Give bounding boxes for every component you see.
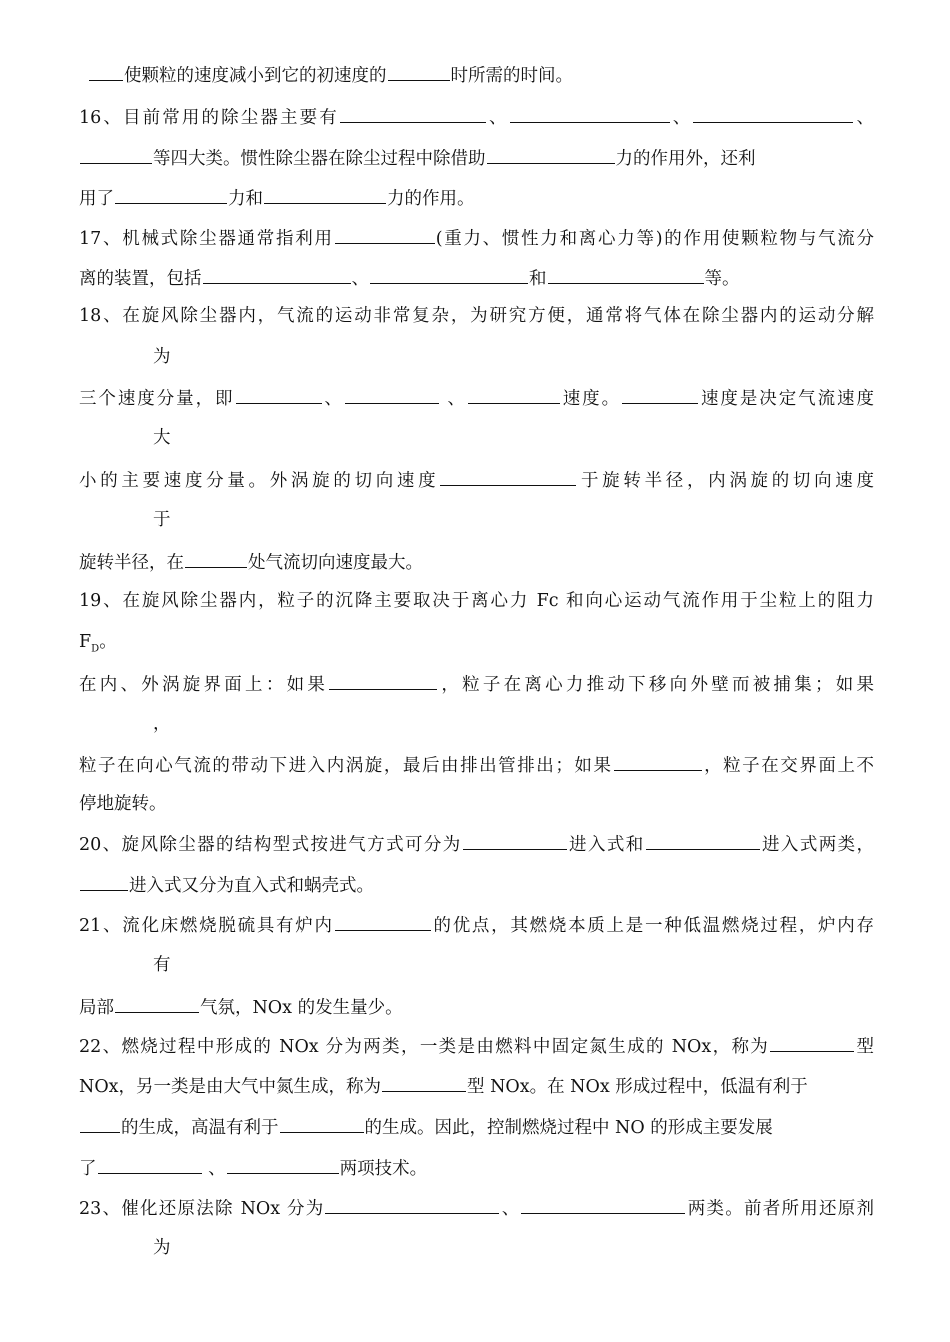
question-23-line-1: 23、催化还原法除 NOx 分为 、 两类。前者所用还原剂 [79, 1194, 874, 1220]
wrap-char: 为 [153, 1238, 171, 1258]
question-18-line-4: 旋转半径，在 处气流切向速度最大。 [79, 548, 874, 574]
question-19-line-4: 停地旋转。 [79, 794, 167, 814]
question-18-line-1: 18、在旋风除尘器内，气流的运动非常复杂，为研究方便，通常将气体在除尘器内的运动分解 [79, 306, 874, 326]
question-16-line-2: 等四大类。惯性除尘器在除尘过程中除借助 力的作用外，还利 [79, 144, 874, 170]
blank [203, 264, 351, 284]
question-22-line-4: 了 、 两项技术。 [79, 1154, 874, 1180]
question-18-line-2: 三个速度分量，即 、 、 速度。 速度是决定气流速度 [79, 384, 874, 410]
blank [548, 264, 704, 284]
wrap-char: 为 [153, 347, 171, 367]
blank [98, 1154, 202, 1174]
blank [614, 751, 702, 771]
force-symbol: $F_D$。 [79, 632, 117, 655]
blank [325, 1194, 499, 1214]
wrap-char: 于 [153, 510, 171, 530]
blank [521, 1194, 685, 1214]
question-22-line-1: 22、燃烧过程中形成的 NOx 分为两类，一类是由燃料中固定氮生成的 NOx，称为 型 [79, 1032, 874, 1058]
blank [463, 830, 567, 850]
question-20-line-1: 20、旋风除尘器的结构型式按进气方式可分为 进入式和 进入式两类， [79, 830, 874, 856]
question-20-line-2: 进入式又分为直入式和蜗壳式。 [79, 871, 874, 897]
blank [335, 224, 435, 244]
question-16-line-1: 16、目前常用的除尘器主要有 、 、 、 [79, 103, 874, 129]
blank [646, 830, 760, 850]
blank [115, 184, 227, 204]
question-18-line-3: 小的主要速度分量。外涡旋的切向速度 于旋转半径，内涡旋的切向速度 [79, 466, 874, 492]
wrap-char: 有 [153, 955, 171, 975]
question-22-line-2: NOx，另一类是由大气中氮生成，称为 型 NOx。在 NOx 形成过程中，低温有利于 [79, 1072, 874, 1098]
blank [468, 384, 560, 404]
text-line: 使颗粒的速度减小到它的初速度的 时所需的时间。 [88, 61, 883, 87]
blank [80, 871, 128, 891]
blank [185, 548, 247, 568]
blank [335, 911, 431, 931]
wrap-char: ， [153, 714, 171, 734]
question-17-line-2: 离的装置，包括 、 和 等。 [79, 264, 874, 290]
blank [89, 61, 123, 81]
question-21-line-1: 21、流化床燃烧脱硫具有炉内 的优点，其燃烧本质上是一种低温燃烧过程，炉内存 [79, 911, 874, 937]
question-17-line-1: 17、机械式除尘器通常指利用 (重力、惯性力和离心力等)的作用使颗粒物与气流分 [79, 224, 874, 250]
blank [487, 144, 615, 164]
blank [622, 384, 698, 404]
blank [340, 103, 486, 123]
blank [693, 103, 853, 123]
question-21-line-2: 局部 气氛，NOx 的发生量少。 [79, 993, 874, 1019]
blank [80, 144, 152, 164]
blank [236, 384, 322, 404]
blank [345, 384, 439, 404]
blank [280, 1113, 364, 1133]
blank [329, 670, 437, 690]
question-22-line-3: 的生成，高温有利于 的生成。因此，控制燃烧过程中 NO 的形成主要发展 [79, 1113, 874, 1139]
blank [264, 184, 386, 204]
blank [388, 61, 450, 81]
blank [80, 1113, 120, 1133]
blank [115, 993, 199, 1013]
question-19-line-1: 19、在旋风除尘器内，粒子的沉降主要取决于离心力 Fc 和向心运动气流作用于尘粒上的阻力 [79, 591, 874, 611]
question-19-line-2: 在内、外涡旋界面上：如果 ，粒子在离心力推动下移向外壁而被捕集；如果 [79, 670, 874, 696]
blank [370, 264, 528, 284]
blank [770, 1032, 854, 1052]
blank [227, 1154, 339, 1174]
blank [510, 103, 670, 123]
blank [440, 466, 576, 486]
question-16-line-3: 用了 力和 力的作用。 [79, 184, 874, 210]
wrap-char: 大 [153, 428, 171, 448]
question-19-line-3: 粒子在向心气流的带动下进入内涡旋，最后由排出管排出；如果 ，粒子在交界面上不 [79, 751, 874, 777]
blank [382, 1072, 466, 1092]
